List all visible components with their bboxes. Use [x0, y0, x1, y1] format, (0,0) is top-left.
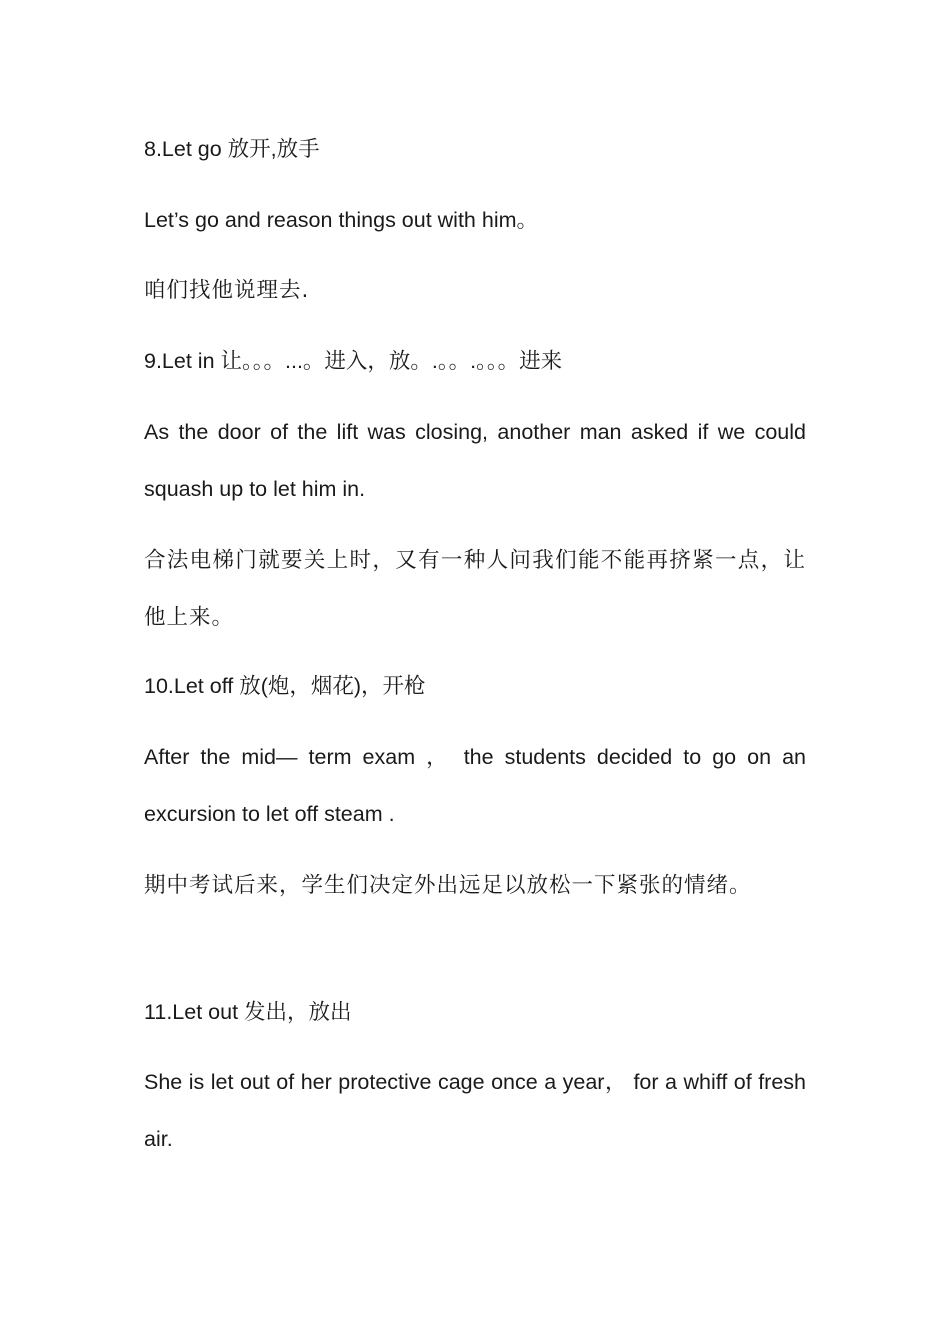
example-sentence-chinese: 合法电梯门就要关上时，又有一种人问我们能不能再挤紧一点，让他上来。	[144, 548, 806, 630]
example-sentence-english: After the mid— term exam ， the students decided to go on an excursion to let off steam .	[144, 745, 806, 826]
example-sentence-english: As the door of the lift was closing, another man asked if we could squash up to let him in.	[144, 420, 806, 501]
example-sentence-english: She is let out of her protective cage once a year， for a whiff of fresh air.	[144, 1070, 806, 1151]
heading-let-go: 8.Let go 放开,放手	[144, 137, 320, 161]
heading-let-off: 10.Let off 放(炮，烟花)，开枪	[144, 674, 426, 698]
example-sentence-chinese: 期中考试后来，学生们决定外出远足以放松一下紧张的情绪。	[144, 873, 752, 898]
example-sentence-chinese: 咱们找他说理去.	[144, 278, 310, 303]
heading-let-in: 9.Let in 让。。。...。进入，放。.。。.。。。进来	[144, 349, 563, 373]
heading-let-out: 11.Let out 发出，放出	[144, 1000, 352, 1024]
example-sentence-english: Let’s go and reason things out with him。	[144, 208, 539, 232]
